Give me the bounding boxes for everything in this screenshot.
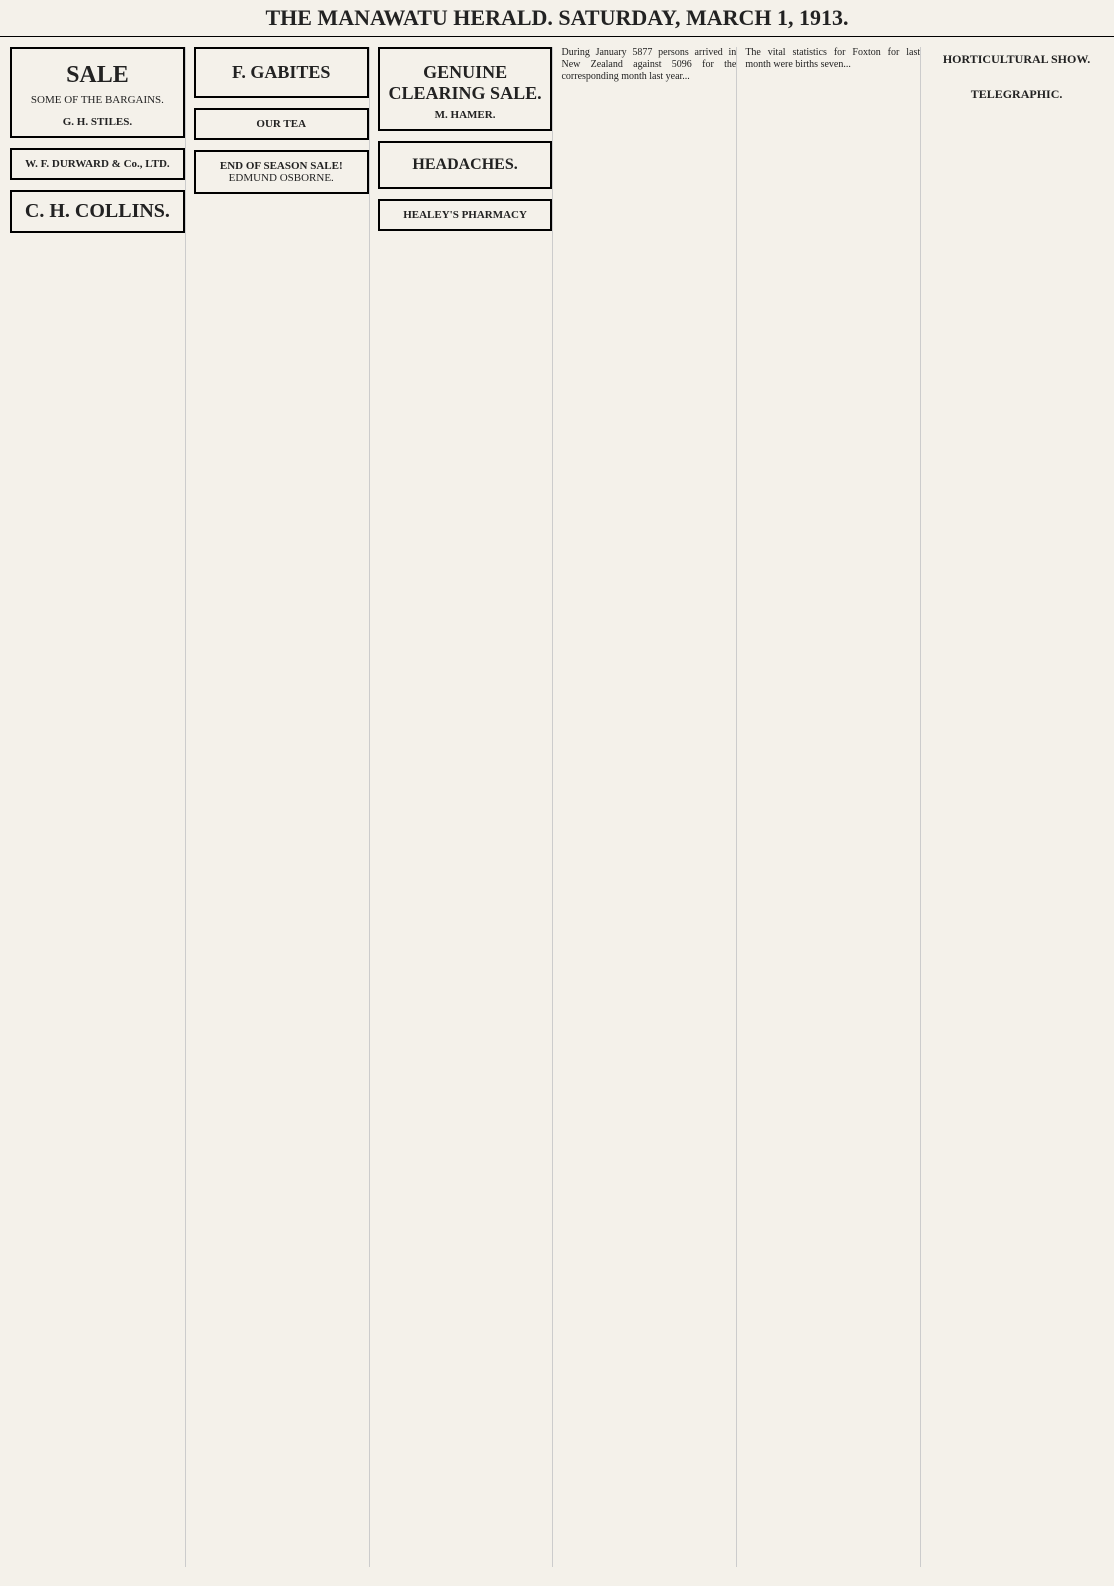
season-sale-ad: END OF SEASON SALE! EDMUND OSBORNE. [194,150,369,194]
stiles-ad: SALE SOME OF THE BARGAINS. G. H. STILES. [10,47,185,138]
gabites-ad: F. GABITES [194,47,369,98]
healey-ad: HEALEY'S PHARMACY [378,199,553,231]
column-6: HORTICULTURAL SHOW. TELEGRAPHIC. [942,52,1091,101]
durward-ad: W. F. DURWARD & Co., LTD. [10,148,185,180]
column-2 [194,47,370,1567]
hamer-ad: GENUINE CLEARING SALE. M. HAMER. [378,47,553,131]
collins-ad: C. H. COLLINS. [10,190,185,233]
column-4: During January 5877 persons arrived in New Zealand against 5096 for the corresponding month last year... [561,47,737,1567]
column-5: The vital statistics for Foxton for last month were births seven... [745,47,921,1567]
column-1 [10,47,186,1567]
tea-ad: OUR TEA [194,108,369,140]
column-3 [378,47,554,1567]
headache-ad: HEADACHES. [378,141,553,189]
main-header: THE MANAWATU HERALD. SATURDAY, MARCH 1, 1913. [0,5,1114,37]
